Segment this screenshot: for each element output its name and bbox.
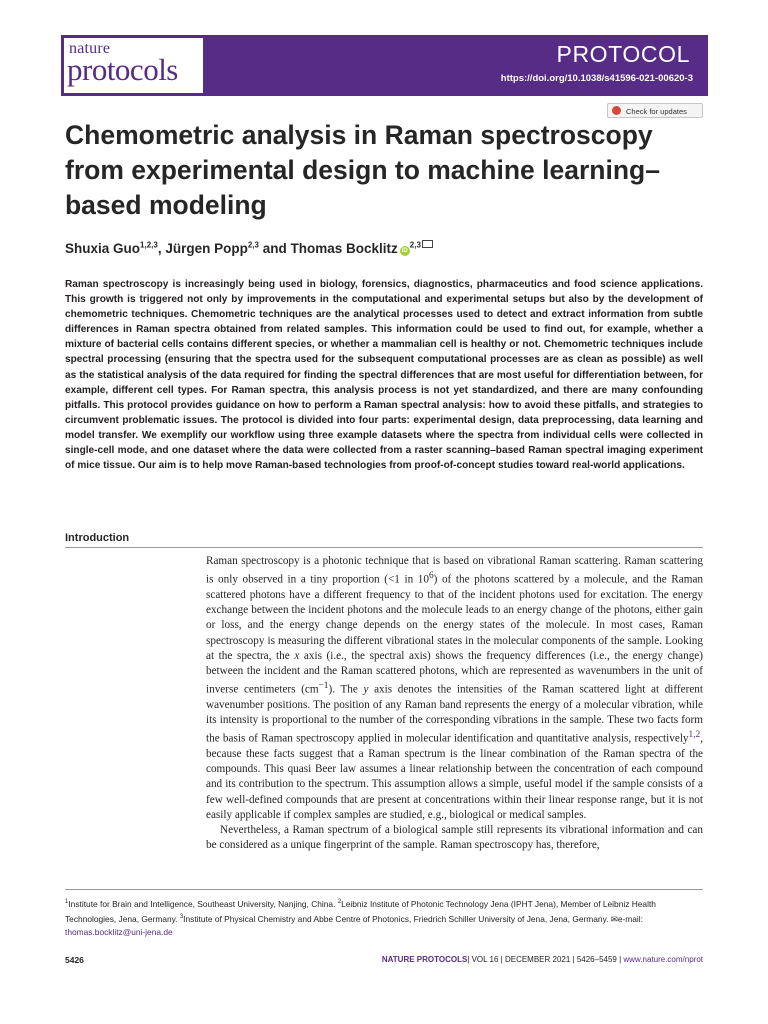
abstract: Raman spectroscopy is increasingly being used in biology, forensics, diagnostics, pharmaceutics and food science applications. This growth is triggered not only by improvements in the computational and experimental setups but also by the development of chemometric techniques. Chemometric techniques are the analytical processes used to detect and extract information from subtle differences in Raman spectra obtained from related samples. This information could be used to find out, for example, whether a mixture of bacterial cells contains different species, or whether a mammalian cell is healthy or not. Chemometric techniques include spectral processing (ensuring that the spectra used for the subsequent computational processes are as clean as possible) as well as the statistical analysis of the data required for finding the spectral differences that are most useful for differentiation between, for example, different cell types. For Raman spectra, this analysis process is not yet standardized, and there are many confounding pitfalls. This protocol provides guidance on how to perform a Raman spectral analysis: how to avoid these pitfalls, and strategies to circumvent problematic issues. The protocol is divided into four parts: experimental design, data preprocessing, data learning and model transfer. We exemplify our workflow using three example datasets where the spectra from individual cells were collected in single-cell mode, and one dataset where the data were collected from a raster scanning–based Raman spectral imaging experiment of mice tissue. Our aim is to help move Raman-based technologies from proof-of-concept studies toward real-world applications. — [65, 279, 703, 472]
author-affiliation: 2,3 — [409, 240, 421, 250]
mail-icon[interactable] — [422, 240, 433, 248]
author-affiliation: 2,3 — [247, 240, 259, 250]
author-name[interactable]: Shuxia Guo — [65, 241, 141, 256]
affiliations-footnote: $^1$Institute for Brain and Intelligence, Southeast University, Nanjing, China. $^2$Leibniz Institute of Photonic Technology Jena (IPHT Jena), Member of Leibniz Health Technologies, Jena, Germany. $^3$Institute of Physical Chemistry and Abbe Centre of Photonics, Friedrich Schiller University of Jena, Jena, Germany. ✉e-mail: thomas.bocklitz@uni-jena.de — [65, 898, 656, 937]
section-divider — [65, 547, 703, 548]
journal-name: NATURE PROTOCOLS — [381, 955, 468, 964]
author-name[interactable]: Thomas Bocklitz — [290, 241, 398, 256]
check-for-updates-label: Check for updates — [626, 107, 687, 116]
author-separator: and — [258, 241, 291, 256]
email-icon: ✉ — [610, 913, 618, 924]
author-list — [65, 240, 433, 256]
author-name[interactable]: Jürgen Popp — [165, 241, 248, 256]
doi-link[interactable]: https://doi.org/10.1038/s41596-021-00620-3 — [500, 73, 693, 84]
article-title: Chemometric analysis in Raman spectroscopy from experimental design to machine learning–based modeling — [65, 120, 660, 220]
section-heading-introduction: Introduction — [65, 532, 130, 544]
author-separator: , — [157, 241, 166, 256]
article-type-label: PROTOCOL — [556, 41, 690, 67]
introduction-body — [206, 554, 703, 853]
reference-citation[interactable]: 1,2 — [688, 730, 701, 741]
journal-url[interactable]: www.nature.com/nprot — [623, 955, 703, 964]
author-affiliation: 1,2,3 — [140, 240, 158, 250]
check-for-updates-button[interactable] — [607, 103, 703, 118]
journal-banner — [61, 35, 708, 96]
body-paragraph: Nevertheless, a Raman spectrum of a biological sample still represents its vibrational information and can be considered as a unique fingerprint of the sample. Raman spectroscopy has, therefore, — [206, 823, 703, 852]
journal-citation — [382, 955, 703, 964]
page-number: 5426 — [65, 955, 84, 965]
logo-nature-text: nature — [69, 40, 111, 57]
email-link[interactable]: thomas.bocklitz@uni-jena.de — [65, 926, 173, 937]
footnote-divider — [65, 889, 703, 890]
update-status-icon — [612, 106, 621, 115]
citation-details: | VOL 16 | DECEMBER 2021 | 5426–5459 | — [467, 955, 624, 964]
orcid-icon[interactable]: iD — [401, 248, 408, 254]
body-paragraph: Raman spectroscopy is a photonic technique that is based on vibrational Raman scattering. Raman scattering is only observed in a tiny proportion (<1 in $10^6$) of the photons scattered by a molecule, and the Raman scattered photons have a different frequency to that of the incident photons used for excitation. The energy exchange between the incident photons and the molecule leads to an energy change of the photons, either gain or loss, and the energy change depends on the energy states of the molecule. In most cases, Raman spectroscopy is measuring the different vibrational states in the molecular components of the sample. Looking at the spectra, the x axis (i.e., the spectral axis) shows the frequency differences (i.e., the energy change) between the incident and the Raman scattered photons, which are represented as wavenumbers in the unit of inverse centimeters $(cm^{-1})$. The y axis denotes the intensities of the Raman scattered light at different wavenumber positions. The position of any Raman band represents the energy of a molecular vibration, while its intensity is proportional to the number of the corresponding vibrations in the sample. These two facts form the basis of Raman spectroscopy applied in molecular identification and quantitative analysis, respectively$^{1,2}$, because these facts suggest that a Raman spectrum is the linear combination of the Raman spectra of the compounds. This quasi Beer law assumes a linear relationship between the concentration of each compound and its contribution to the spectrum. This assumption allows a simple, useful model if the sample consists of a few well-defined compounds that are present at concentrations within their linear response range, but it is not easily applicable if complex samples are studied, e.g., biological or medical samples. — [206, 555, 704, 821]
logo-protocols-text: protocols — [67, 52, 178, 87]
journal-logo[interactable] — [64, 38, 203, 93]
